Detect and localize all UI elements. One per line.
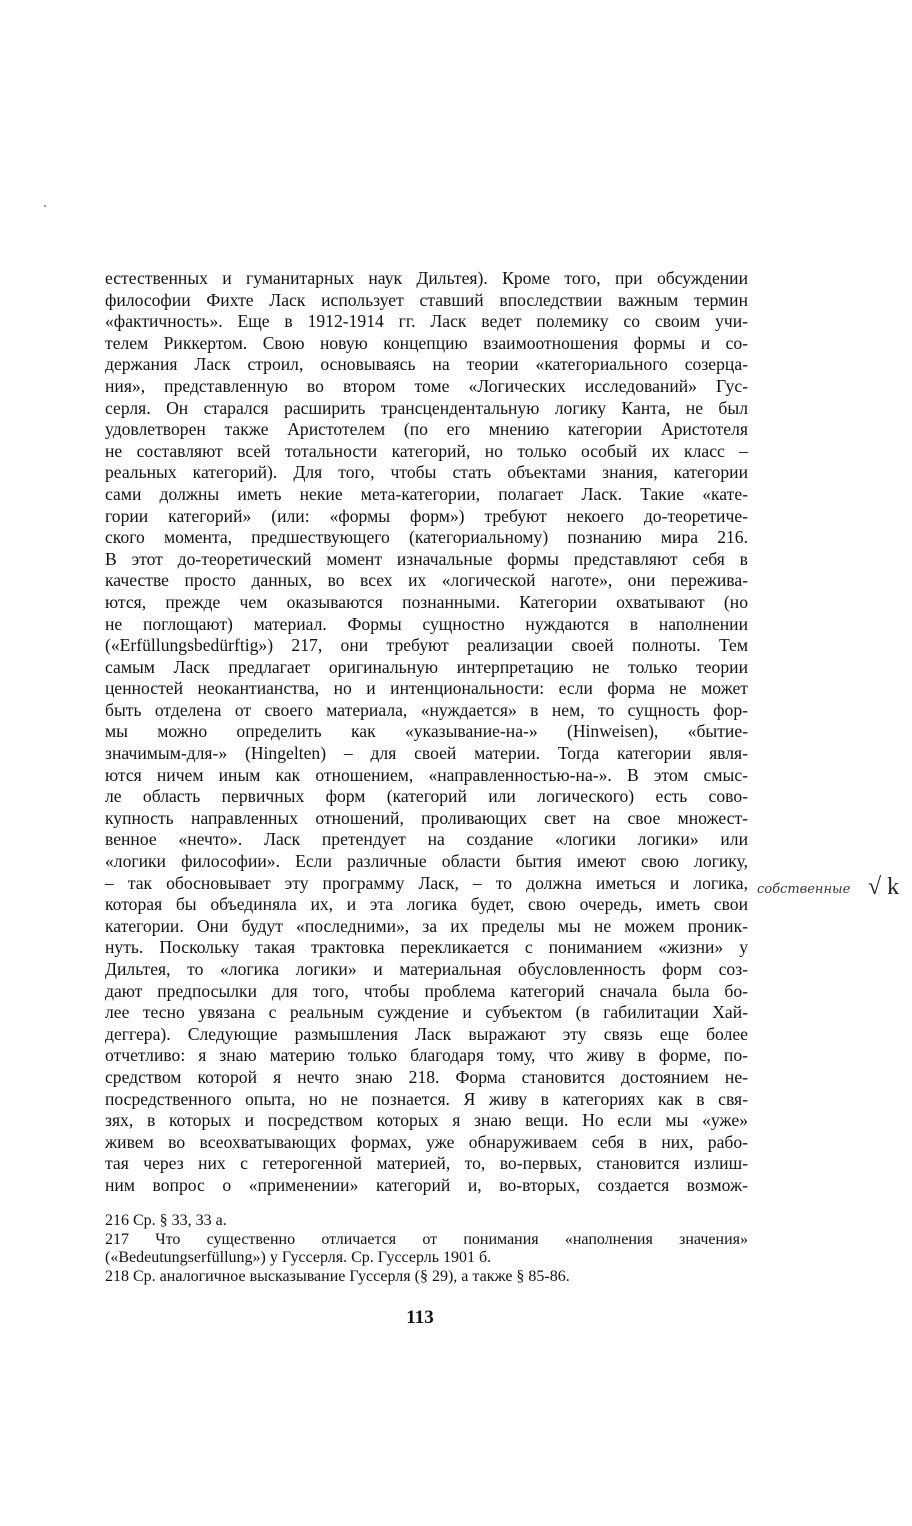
text-line: ются, прежде чем оказываются познанными. Категории охватывают (но [105,591,748,612]
text-line: дают предпосылки для того, чтобы проблема категорий сначала была бо- [105,980,748,1001]
text-line: ним вопрос о «применении» категорий и, во-вторых, создается возмож- [105,1174,748,1195]
text-line: удовлетворен также Аристотелем (по его мнению категории Аристотеля [105,419,748,440]
text-line: деггера). Следующие размышления Ласк выражают эту связь еще более [105,1023,748,1044]
text-line: ния», представленную во втором томе «Логических исследований» Гус- [105,375,748,396]
text-line: лее тесно увязана с реальным суждение и субъектом (в габилитации Хай- [105,1002,748,1023]
text-line: ются ничем иным как отношением, «направленностью-на-». В этом смыс- [105,764,748,785]
text-line: не составляют всей тотальности категорий, но только особый их класс – [105,440,748,461]
text-line: ценностей неокантианства, но и интенциональности: если форма не может [105,678,748,699]
text-line: Дильтея, то «логика логики» и материальная обусловленность форм соз- [105,959,748,979]
text-line: нуть. Поскольку такая трактовка перекликается с пониманием «жизни» у [105,937,748,958]
text-line: значимым-для-» (Hingelten) – для своей материи. Тогда категории явля- [105,743,748,764]
main-text [105,268,748,1197]
footnotes [105,1212,748,1286]
text-line: естественных и гуманитарных наук Дильтея). Кроме того, при обсуждении [105,268,748,288]
text-line: сами должны иметь некие мета-категории, полагает Ласк. Такие «кате- [105,483,748,504]
footnote-line: 218 Ср. аналогичное высказывание Гуссерля (§ 29), а также § 85-86. [105,1267,570,1285]
text-line: зях, в которых и посредством которых я знаю вещи. Но если мы «уже» [105,1110,748,1131]
page-number: 113 [406,1307,434,1328]
text-line: не поглощают) материал. Формы сущностно нуждаются в наполнении [105,613,748,634]
text-line: философии Фихте Ласк использует ставший впоследствии важным термин [105,289,748,310]
text-line: живем во всеохватывающих формах, уже обнаруживаем себя в них, рабо- [105,1131,748,1152]
text-line: отчетливо: я знаю материю только благодаря тому, что живу в форме, по- [105,1045,748,1066]
text-line: венное «нечто». Ласк претендует на создание «логики логики» или [105,829,748,850]
handwritten-margin-mark: √ k [868,874,900,900]
text-line: реальных категорий). Для того, чтобы стать объектами знания, категории [105,462,748,483]
text-line: В этот до-теоретический момент изначальные формы представляют себя в [105,548,748,569]
text-line: серля. Он старался расширить трансцендентальную логику Канта, не был [105,397,748,418]
footnote-line: 216 Ср. § 33, 33 а. [105,1212,227,1229]
text-line: быть отделена от своего материала, «нуждается» в нем, то сущность фор- [105,699,748,720]
text-line: ского момента, предшествующего (категориальному) познанию мира 216. [105,527,748,548]
text-line: («Erfüllungsbedürftig») 217, они требуют реализации своей полноты. Тем [105,635,748,656]
scan-speck [44,205,46,207]
text-line: качестве просто данных, во всех их «логической наготе», они пережива- [105,570,748,591]
text-line: – так обосновывает эту программу Ласк, – то должна иметься и логика, [105,872,748,893]
text-line: «фактичность». Еще в 1912-1914 гг. Ласк ведет полемику со своим учи- [105,311,748,332]
text-line: мы можно определить как «указывание-на-» (Hinweisen), «бытие- [105,721,748,742]
handwritten-margin-note: собственные [757,882,851,897]
footnote-line: («Bedeutungserfüllung») у Гуссерля. Ср. Гуссерль 1901 б. [105,1249,492,1266]
text-line: самым Ласк предлагает оригинальную интерпретацию не только теории [105,656,748,677]
text-line: категории. Они будут «последними», за их пределы мы не можем проник- [105,915,748,936]
text-line: которая бы объединяла их, и эта логика будет, свою очередь, иметь свои [105,894,748,915]
text-line: «логики философии». Если различные области бытия имеют свою логику, [105,851,748,872]
footnote-line: 217 Что существенно отличается от понимания «наполнения значения» [105,1230,748,1248]
text-line: гории категорий» (или: «формы форм») требуют некоего до-теоретиче- [105,505,748,526]
text-line: посредственного опыта, но не познается. Я живу в категориях как в свя- [105,1088,748,1109]
text-line: телем Риккертом. Свою новую концепцию взаимоотношения формы и со- [105,332,748,353]
text-line: ле область первичных форм (категорий или логического) есть сово- [105,786,748,807]
text-line: держания Ласк строил, основываясь на теории «категориального созерца- [105,354,748,375]
text-line: средством которой я нечто знаю 218. Форма становится достоянием не- [105,1066,748,1087]
text-line: тая через них с гетерогенной материей, то, во-первых, становится излиш- [105,1153,748,1174]
text-line: купность направленных отношений, проливающих свет на свое множест- [105,807,748,828]
